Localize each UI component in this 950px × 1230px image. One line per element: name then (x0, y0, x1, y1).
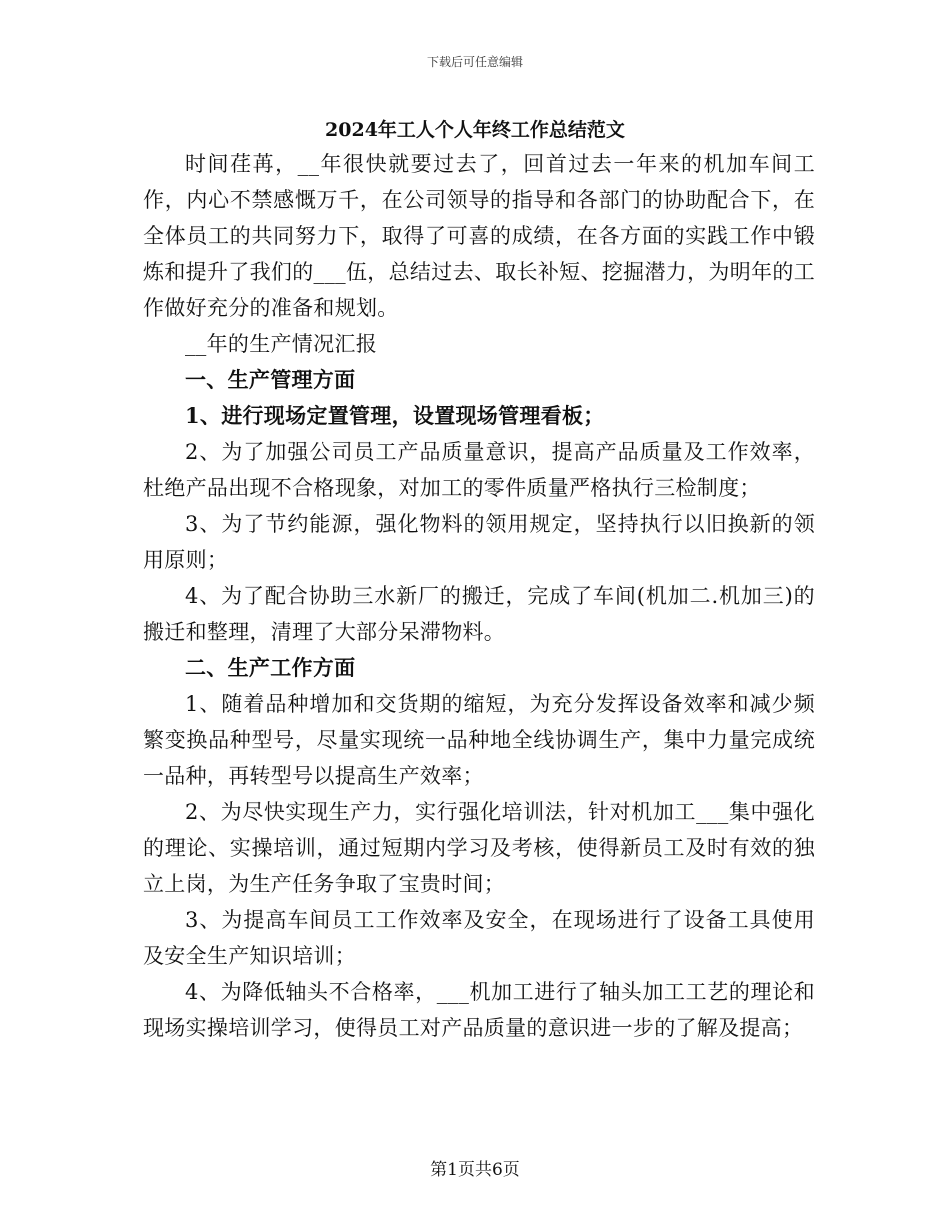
section-heading-management: 一、生产管理方面 (185, 367, 356, 392)
section-heading-production: 二、生产工作方面 (185, 655, 356, 680)
list-item-management-2: 2、为了加强公司员工产品质量意识，提高产品质量及工作效率，杜绝产品出现不合格现象，对加工的零件质量严格执行三检制度； (143, 440, 815, 500)
paragraph-report-heading: __年的生产情况汇报 (185, 332, 377, 356)
list-item-production-4: 4、为降低轴头不合格率，___机加工进行了轴头加工工艺的理论和现场实操培训学习，使得员工对产品质量的意识进一步的了解及提高； (143, 980, 815, 1040)
document-body (143, 146, 815, 1046)
list-item-management-3: 3、为了节约能源，强化物料的领用规定，坚持执行以旧换新的领用原则； (143, 512, 815, 572)
list-item-production-2: 2、为尽快实现生产力，实行强化培训法，针对机加工___集中强化的理论、实操培训，通过短期内学习及考核，使得新员工及时有效的独立上岗，为生产任务争取了宝贵时间； (143, 800, 815, 896)
list-item-production-1: 1、随着品种增加和交货期的缩短，为充分发挥设备效率和减少频繁变换品种型号，尽量实现统一品种地全线协调生产，集中力量完成统一品种，再转型号以提高生产效率； (143, 692, 815, 788)
paragraph-intro: 时间荏苒，__年很快就要过去了，回首过去一年来的机加车间工作，内心不禁感慨万千，在公司领导的指导和各部门的协助配合下，在全体员工的共同努力下，取得了可喜的成绩，在各方面的实践工作中锻炼和提升了我们的___伍，总结过去、取长补短、挖掘潜力，为明年的工作做好充分的准备和规划。 (143, 152, 815, 320)
list-item-management-4: 4、为了配合协助三水新厂的搬迁，完成了车间(机加二.机加三)的搬迁和整理，清理了大部分呆滞物料。 (143, 584, 815, 644)
document-title: 2024年工人个人年终工作总结范文 (325, 119, 625, 141)
list-item-production-3: 3、为提高车间员工工作效率及安全，在现场进行了设备工具使用及安全生产知识培训； (143, 908, 815, 968)
header-note: 下载后可任意编辑 (426, 55, 523, 69)
page-number: 第1页共6页 (430, 1160, 520, 1180)
list-item-management-1: 1、进行现场定置管理，设置现场管理看板； (185, 403, 605, 428)
